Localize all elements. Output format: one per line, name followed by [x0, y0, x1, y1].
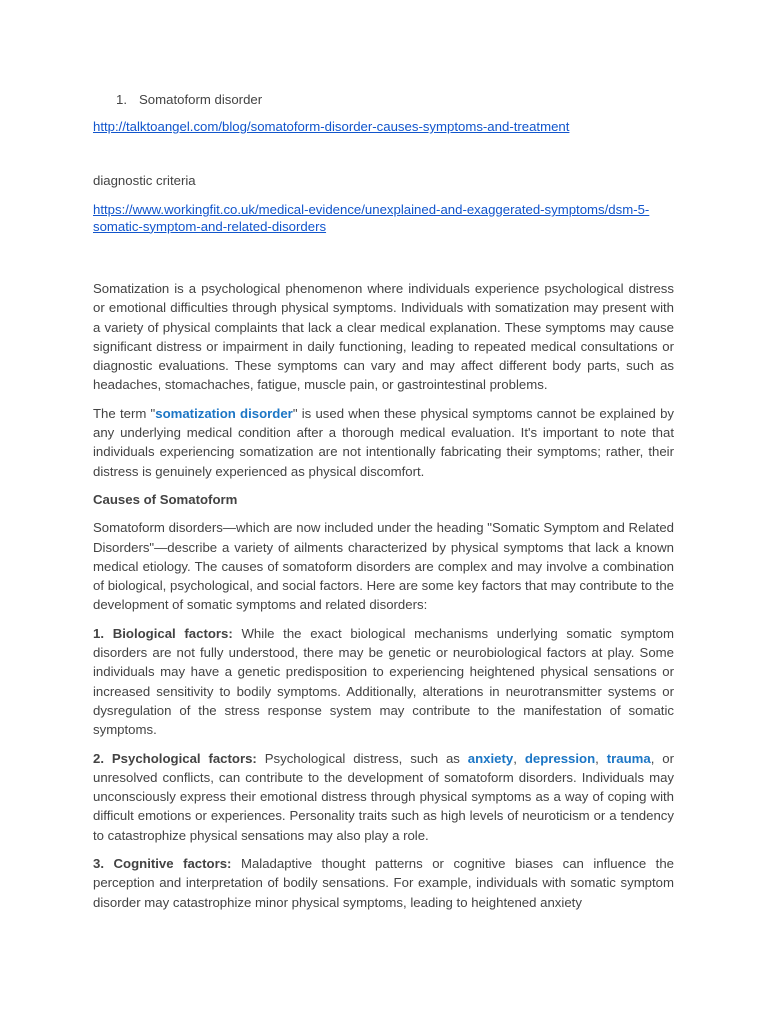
text-segment: The term " — [93, 405, 156, 421]
text-segment: Psychological distress, such as — [256, 750, 468, 766]
paragraph-somatization-intro: Somatization is a psychological phenomenon where individuals experience psychological distress or emotional difficulties through physical symptoms. Individuals with somatization may present with a variety of physical complaints that lack a clear medical explanation. These symptoms may cause significant distress or impairment in daily functioning, leading to repeated medical consultations or diagnostic evaluations. These symptoms can vary and may affect different body parts, such as headaches, stomachaches, fatigue, muscle pain, or gastrointestinal problems. — [93, 281, 674, 393]
text-segment: , — [595, 750, 607, 766]
causes-heading: Causes of Somatoform — [93, 491, 238, 507]
workingfit-link[interactable] — [93, 202, 674, 235]
paragraph-causes-intro: Somatoform disorders—which are now included under the heading "Somatic Symptom and Related Disorders"—describe a variety of ailments characterized by physical symptoms that lack a known medical etiology. The causes of somatoform disorders are complex and may involve a combination of biological, psychological, and social factors. Here are some key factors that may contribute to the development of somatic symptoms and related disorders: — [93, 520, 674, 613]
text-segment: , — [513, 750, 525, 766]
list-number: 1. — [116, 92, 127, 107]
list-item-title: Somatoform disorder — [139, 92, 263, 107]
text-segment: , or unresolved conflicts, can contribute to the development of somatoform disorders. Individuals may unconsciously express their emotional distress through physical symptoms as a way of coping with difficult emotions or experiences. Personality traits such as high levels of neuroticism or a tendency to catastrophize physical sensations may also play a role. — [93, 750, 674, 843]
paragraph-cognitive-factors — [93, 854, 674, 912]
paragraph-biological-factors — [93, 624, 674, 740]
biological-factors-label: 1. Biological factors: — [93, 625, 233, 641]
somatization-disorder-link[interactable]: somatization disorder — [155, 405, 293, 421]
paragraph-psychological-factors — [93, 749, 674, 845]
trauma-link[interactable]: trauma — [606, 750, 651, 766]
depression-link[interactable]: depression — [524, 750, 596, 766]
workingfit-link-line1: https://www.workingfit.co.uk/medical-evidence/unexplained-and-exaggerated-symptoms/dsm-5- — [93, 202, 650, 217]
paragraph-term-definition — [93, 404, 674, 481]
anxiety-link[interactable]: anxiety — [467, 750, 514, 766]
article-body — [93, 279, 674, 921]
text-segment: " is used when these physical symptoms cannot be explained by any underlying medical condition after a thorough medical evaluation. It's important to note that individuals experiencing somatization are not intentionally fabricating their symptoms; rather, their distress is genuinely experienced as physical discomfort. — [93, 405, 675, 479]
text-segment: While the exact biological mechanisms underlying somatic symptom disorders are not fully understood, there may be genetic or neurobiological factors at play. Some individuals may have a genetic predisposition to experiencing heightened physical sensations or increased sensitivity to bodily symptoms. Additionally, alterations in neurotransmitter systems or dysregulation of the stress response system may contribute to the manifestation of somatic symptoms. — [93, 625, 674, 738]
psychological-factors-label: 2. Psychological factors: — [93, 750, 257, 766]
cognitive-factors-label: 3. Cognitive factors: — [93, 856, 232, 872]
text-segment: Maladaptive thought patterns or cognitive biases can influence the perception and interpretation of bodily sensations. For example, individuals with somatic symptom disorder may catastrophize minor physical symptoms, leading to heightened anxiety — [93, 856, 674, 910]
talktoangel-link[interactable]: http://talktoangel.com/blog/somatoform-disorder-causes-symptoms-and-treatment — [93, 119, 570, 134]
workingfit-link-line2: somatic-symptom-and-related-disorders — [93, 218, 327, 234]
list-item-somatoform — [116, 91, 262, 108]
diagnostic-criteria-label: diagnostic criteria — [93, 173, 196, 188]
